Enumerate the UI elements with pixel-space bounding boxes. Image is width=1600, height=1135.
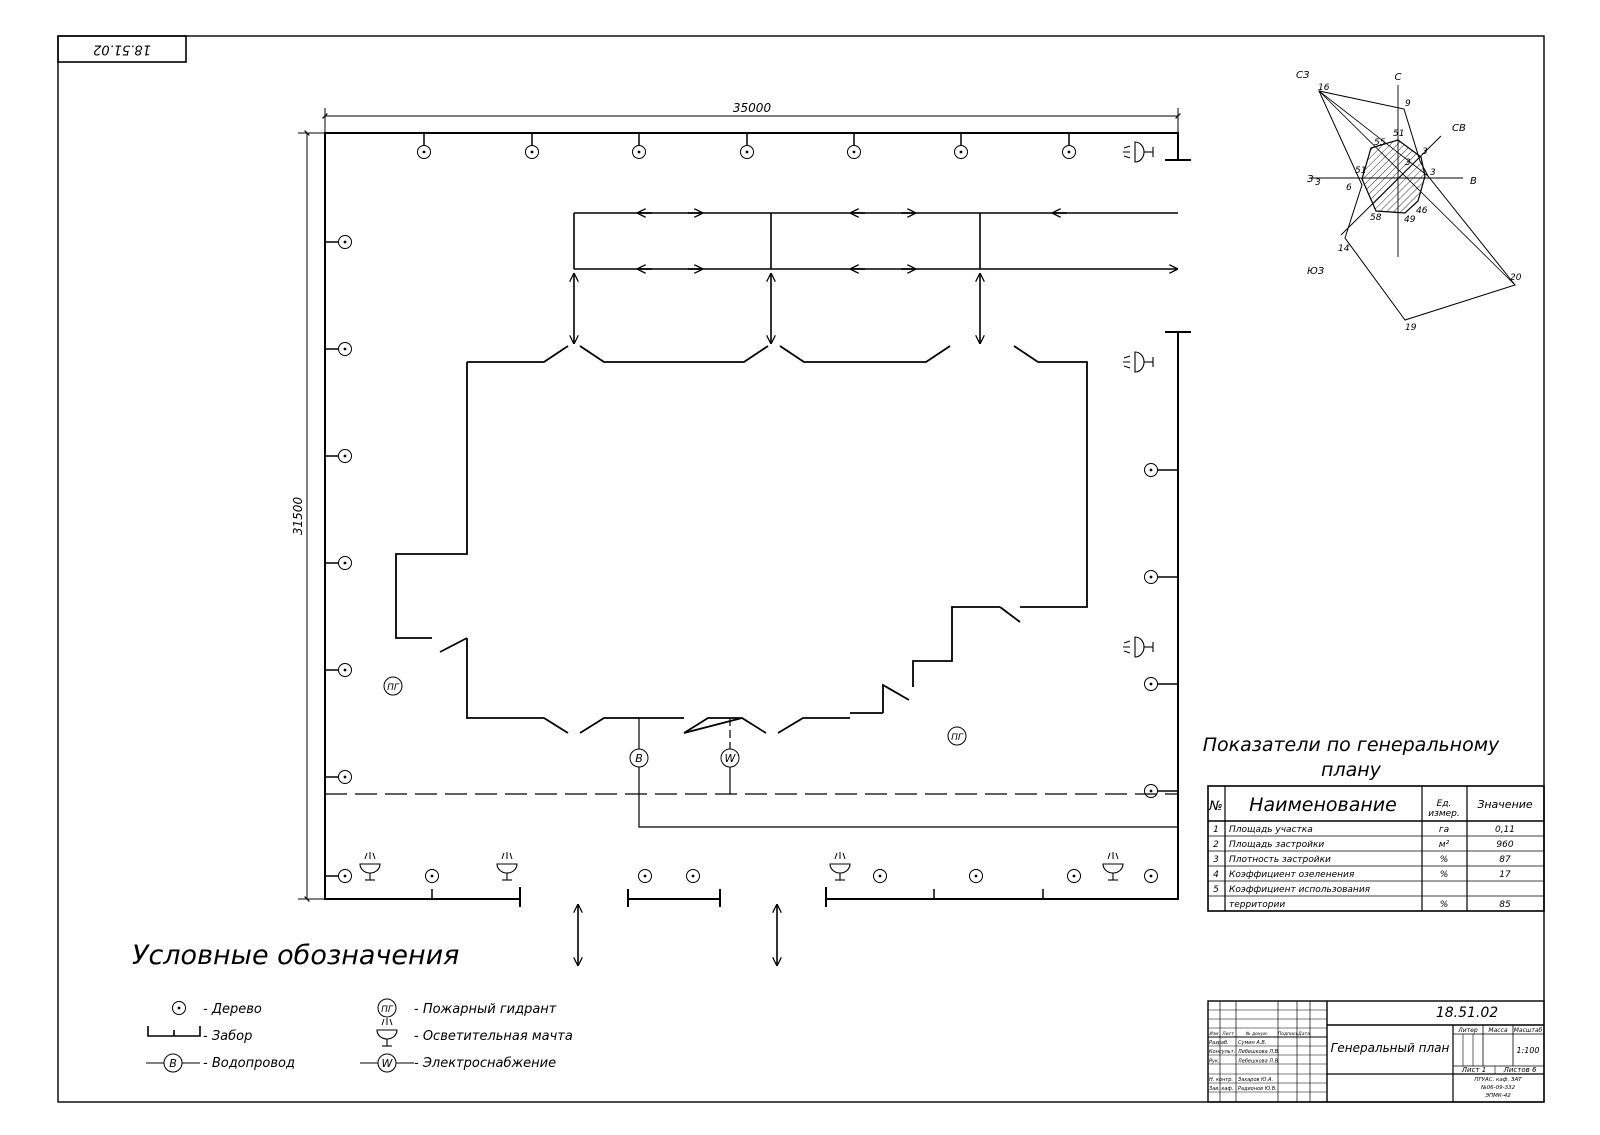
indicator-row-value: 960 <box>1496 840 1514 850</box>
wind-inner-n: 51 <box>1393 129 1405 139</box>
wind-inner-w: 6 <box>1346 183 1352 193</box>
title-block-code: 18.51.02 <box>1435 1005 1499 1021</box>
legend-water-label: - Водопровод <box>203 1056 295 1071</box>
wind-inner-sw: 58 <box>1370 213 1382 223</box>
indicator-row-name: Коэффициент использования <box>1229 885 1371 895</box>
wind-inner-se: 46 <box>1416 206 1428 216</box>
indicator-row-num: 1 <box>1213 825 1219 835</box>
indicators-header-unit2: измер. <box>1428 809 1460 819</box>
indicators-header-name: Наименование <box>1249 794 1397 816</box>
title-block-person: Сумин А.В. <box>1238 1040 1267 1046</box>
legend-water-symbol <box>146 1054 200 1072</box>
indicator-row-name: Площадь участка <box>1229 825 1313 835</box>
width-dimension-label: 35000 <box>732 101 772 115</box>
fire-hydrant-1-symbol: ПГ <box>387 683 399 693</box>
title-block-org-3: ЭПМК-42 <box>1485 1093 1511 1099</box>
title-block-sheets: Листов 6 <box>1503 1066 1537 1074</box>
wind-outer-e: 3 <box>1430 168 1436 178</box>
wind-outer-n: 9 <box>1405 99 1411 109</box>
legend-title: Условные обозначения <box>132 940 460 971</box>
wind-rose-inner <box>1362 140 1425 213</box>
wind-inner-s: 49 <box>1404 215 1416 225</box>
water-supply-symbol: В <box>635 752 643 765</box>
title-block-person: Захаров Ю.А. <box>1238 1076 1274 1083</box>
power-supply-symbol: W <box>724 752 736 765</box>
title-block-role: Зав. каф. <box>1209 1086 1234 1092</box>
title-block-org-1: ПГУАС, каф. ЗАТ <box>1474 1077 1522 1083</box>
title-block-litera: Литер <box>1458 1027 1478 1034</box>
legend-water-letter: В <box>169 1057 177 1070</box>
title-block-role: Консульт. <box>1209 1049 1236 1056</box>
wind-outer-ne: 3 <box>1422 147 1428 157</box>
title-block-role: Разраб. <box>1209 1040 1229 1046</box>
height-dimension-label: 31500 <box>291 496 305 536</box>
indicator-row-value: 87 <box>1499 855 1511 865</box>
indicators-header-unit: Ед. <box>1436 799 1452 809</box>
indicator-row-unit: га <box>1438 825 1450 835</box>
legend-fence-symbol <box>148 1026 200 1036</box>
utility-lines <box>325 718 1178 827</box>
fire-hydrant-2 <box>948 727 966 745</box>
title-block-col-1: Изм <box>1209 1032 1219 1037</box>
indicator-row-value: 85 <box>1499 900 1511 910</box>
indicator-row-num: 2 <box>1213 840 1219 850</box>
title-block-name: Генеральный план <box>1330 1041 1450 1055</box>
title-block-role: Рук. <box>1209 1058 1220 1065</box>
wind-rose <box>1310 85 1515 320</box>
wind-outer-s: 19 <box>1405 323 1417 333</box>
title-block-org-2: №06-09-332 <box>1480 1085 1516 1091</box>
wind-dir-ne: СВ <box>1452 123 1466 134</box>
legend-hydrant-label: - Пожарный гидрант <box>414 1002 557 1017</box>
legend-fence-label: - Забор <box>203 1029 253 1044</box>
tree-row-top <box>418 133 1076 159</box>
title-block-person: Лебешкова Л.В. <box>1238 1049 1280 1056</box>
title-block-scale-label: Масштаб <box>1513 1027 1543 1034</box>
lighting-masts <box>360 142 1153 880</box>
wind-inner-w2: 51 <box>1355 166 1367 176</box>
indicators-title-line1: Показатели по генеральному <box>1202 734 1500 756</box>
wind-outer-se: 20 <box>1510 273 1522 283</box>
legend-lamp-label: - Осветительная мачта <box>414 1029 573 1044</box>
indicator-row-name: территории <box>1229 900 1286 910</box>
wind-outer-sw: 14 <box>1338 244 1350 254</box>
title-block-person: Радионов Ю.В. <box>1238 1086 1277 1092</box>
building-outline <box>396 346 1087 733</box>
fire-hydrant-2-symbol: ПГ <box>951 733 963 743</box>
indicator-row-name: Плотность застройки <box>1229 855 1331 865</box>
wind-outer-nw: 16 <box>1318 83 1330 93</box>
water-supply-marker <box>630 749 648 767</box>
indicators-header <box>1208 794 1533 819</box>
title-block-col-2: Лист <box>1222 1032 1234 1037</box>
indicator-row-unit: % <box>1439 855 1449 865</box>
tree-row-right <box>1145 464 1179 883</box>
legend-hydrant-symbol <box>378 999 396 1017</box>
legend-power-letter: W <box>381 1057 393 1070</box>
site-fence <box>325 133 1191 907</box>
width-dimension <box>325 101 1178 132</box>
indicator-row-name: Коэффициент озеленения <box>1229 870 1355 880</box>
title-block-col-4: Подпись <box>1277 1032 1299 1037</box>
wind-dir-n: С <box>1394 72 1402 83</box>
indicator-row-value: 17 <box>1499 870 1511 880</box>
indicator-row-num: 3 <box>1213 855 1219 865</box>
wind-outer-w: 3 <box>1315 178 1321 188</box>
indicators-rows <box>1213 825 1515 910</box>
title-block-col-3: № докум. <box>1245 1032 1269 1037</box>
title-block-col-5: Дата <box>1298 1032 1310 1037</box>
power-supply-marker <box>721 749 739 767</box>
legend-lamp-symbol <box>377 1018 397 1046</box>
wind-dir-sw: ЮЗ <box>1307 266 1325 277</box>
fire-hydrant-1 <box>384 677 402 695</box>
indicator-row-unit: % <box>1439 870 1449 880</box>
legend-power-label: - Электроснабжение <box>414 1056 557 1071</box>
height-dimension <box>291 133 325 899</box>
indicator-row-num: 5 <box>1213 885 1219 895</box>
tree-row-left <box>325 236 352 883</box>
wind-dir-e: В <box>1470 176 1477 187</box>
legend-power-symbol <box>360 1054 414 1072</box>
wind-dir-nw: СЗ <box>1296 70 1310 81</box>
legend-tree-symbol <box>173 1002 186 1015</box>
wind-inner-e: 3 <box>1405 158 1411 168</box>
tree-row-bottom <box>426 870 1081 883</box>
indicators-header-num: № <box>1209 799 1223 814</box>
indicator-row-name: Площадь застройки <box>1229 840 1325 850</box>
title-block-scale: 1:100 <box>1516 1046 1540 1055</box>
wind-dir-w: З <box>1307 174 1314 185</box>
legend-hydrant-letter: ПГ <box>381 1005 393 1015</box>
corner-stamp: 18.51.02 <box>93 41 151 57</box>
indicator-row-unit: м² <box>1438 840 1450 850</box>
title-block-person: Лебешкова Л.В. <box>1238 1058 1280 1065</box>
wind-inner-nw: 55 <box>1374 138 1386 148</box>
title-block-role: Н. контр. <box>1209 1076 1233 1083</box>
indicators-title-line2: плану <box>1321 759 1381 781</box>
indicators-header-value: Значение <box>1477 798 1533 811</box>
title-block-roles <box>1209 1040 1280 1092</box>
legend-tree-label: - Дерево <box>203 1002 262 1017</box>
indicator-row-value: 0,11 <box>1494 825 1516 835</box>
title-block-mass: Масса <box>1488 1027 1508 1034</box>
indicator-row-num: 4 <box>1213 870 1219 880</box>
indicator-row-unit: % <box>1439 900 1449 910</box>
title-block-sheet: Лист 1 <box>1461 1066 1487 1074</box>
